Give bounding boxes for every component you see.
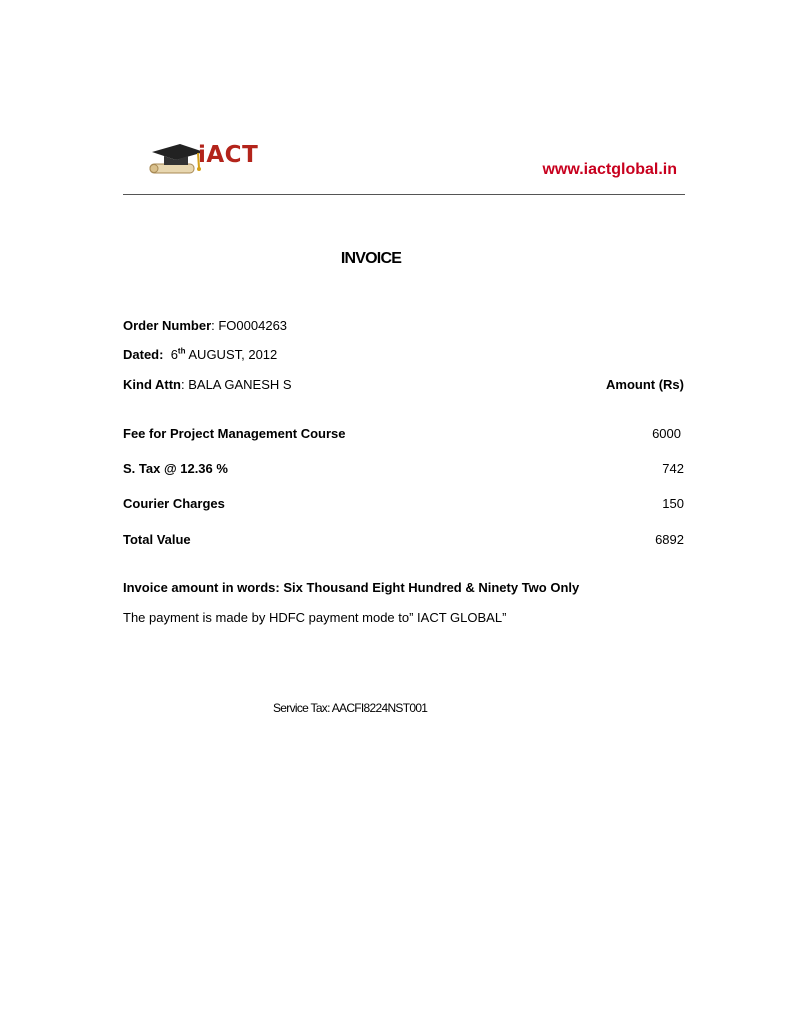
amount-header: Amount (Rs) bbox=[606, 377, 684, 392]
header-divider bbox=[123, 194, 685, 195]
attn-line bbox=[123, 377, 292, 392]
dated-rest: AUGUST, 2012 bbox=[185, 347, 278, 362]
payment-note: The payment is made by HDFC payment mode to” IACT GLOBAL” bbox=[123, 610, 507, 625]
item-label: Fee for Project Management Course bbox=[123, 426, 346, 441]
order-number-label: Order Number bbox=[123, 318, 212, 333]
item-label: Courier Charges bbox=[123, 496, 225, 511]
dated-day: 6 bbox=[170, 347, 178, 362]
order-number-value: : FO0004263 bbox=[211, 318, 288, 333]
amount-in-words: Invoice amount in words: Six Thousand Eight Hundred & Ninety Two Only bbox=[123, 580, 580, 595]
order-number-line bbox=[123, 318, 287, 333]
service-tax-number: Service Tax: AACFI8224NST001 bbox=[273, 701, 428, 715]
dated-suffix: th bbox=[177, 346, 186, 356]
logo-text: iACT bbox=[198, 142, 259, 168]
item-amount: 742 bbox=[662, 461, 684, 476]
item-label: S. Tax @ 12.36 % bbox=[123, 461, 228, 476]
iact-logo bbox=[146, 138, 266, 180]
total-amount: 6892 bbox=[655, 532, 684, 547]
dated-line bbox=[123, 347, 277, 362]
website-link[interactable]: www.iactglobal.in bbox=[542, 161, 677, 178]
total-label: Total Value bbox=[123, 532, 191, 547]
invoice-title: INVOICE bbox=[340, 250, 402, 267]
item-amount: 150 bbox=[662, 496, 684, 511]
graduation-cap-icon bbox=[146, 138, 206, 180]
attn-label: Kind Attn bbox=[123, 377, 181, 392]
dated-label: Dated: bbox=[123, 347, 164, 362]
item-amount: 6000 bbox=[652, 426, 681, 441]
attn-value: : BALA GANESH S bbox=[181, 377, 292, 392]
